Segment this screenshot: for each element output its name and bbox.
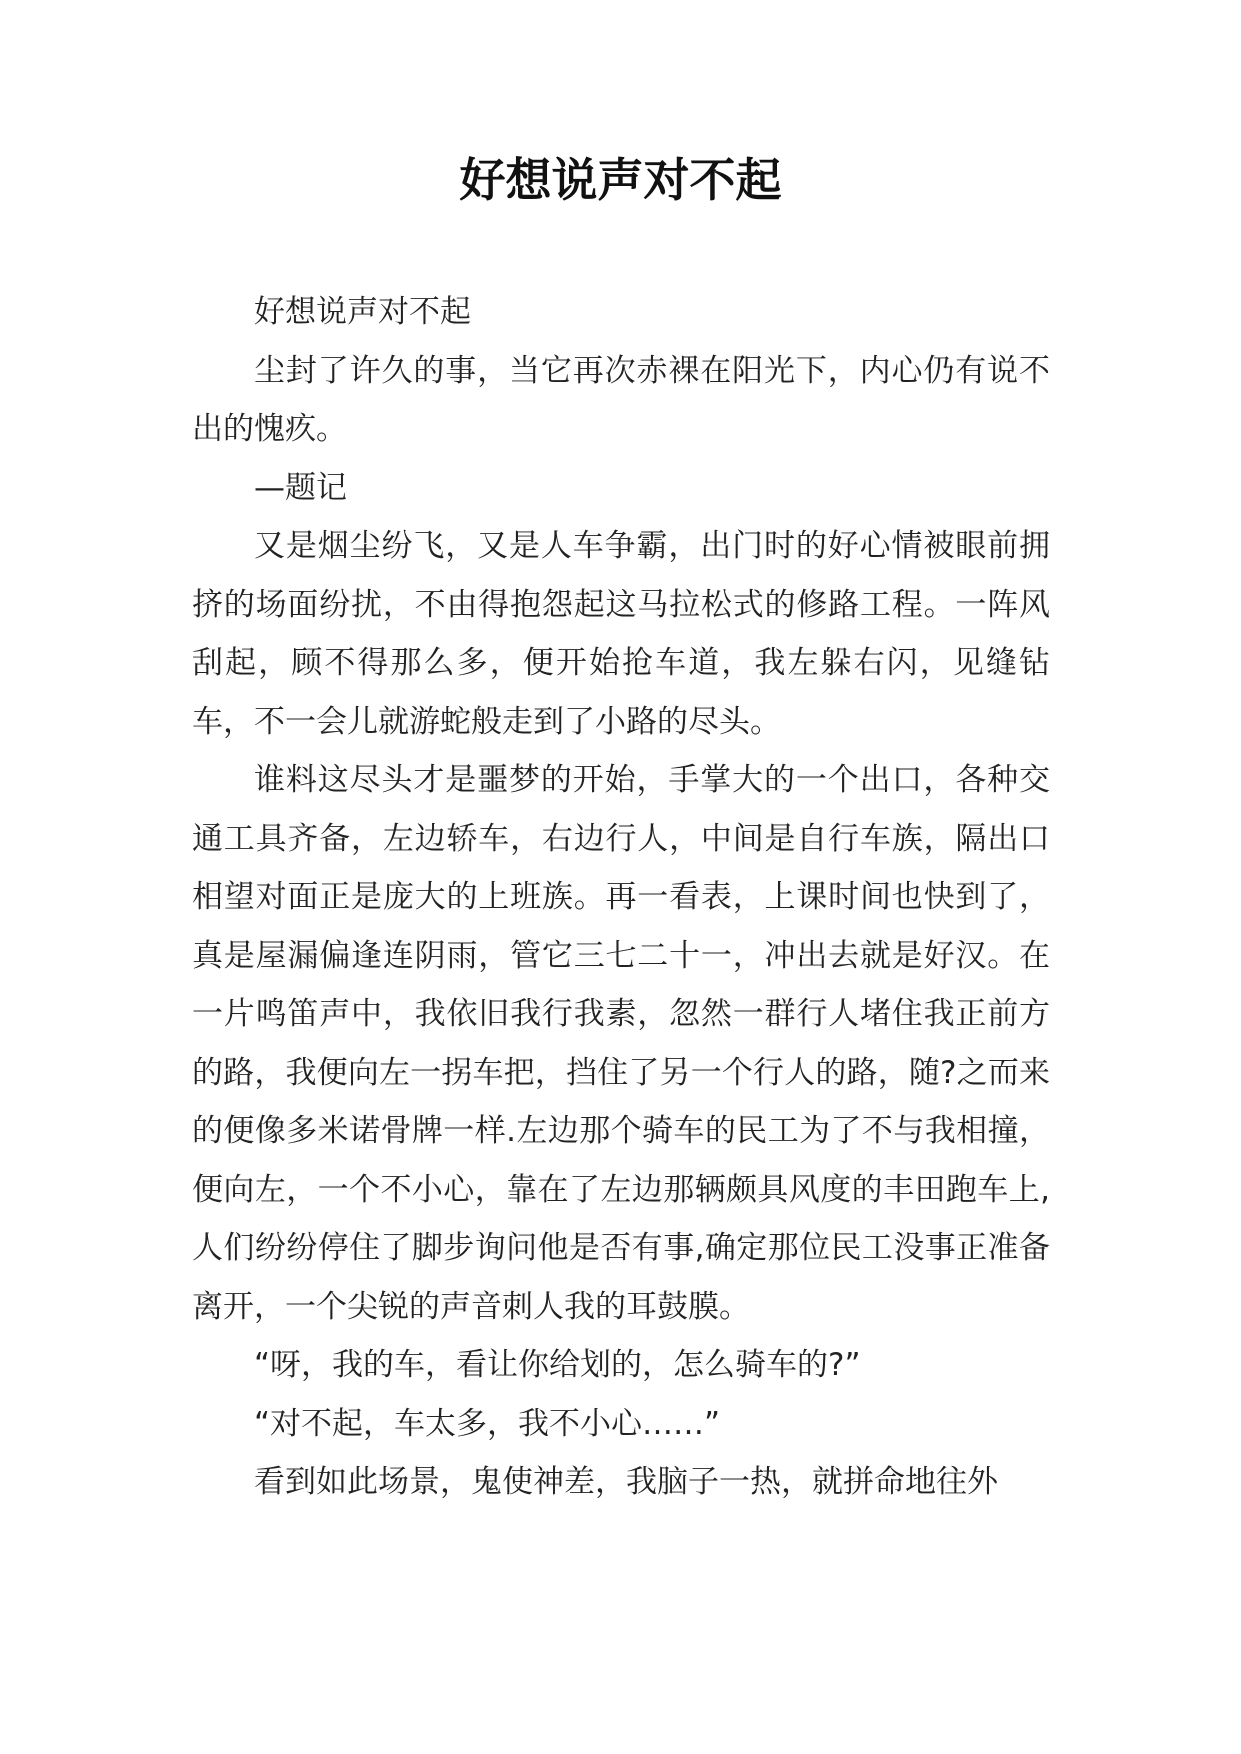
paragraph: 看到如此场景，鬼使神差，我脑子一热，就拼命地往外 [254,1464,998,1500]
paragraph-heading: 好想说声对不起 [254,294,471,330]
paragraph-dialogue: “对不起，车太多，我不小心……” [254,1405,721,1442]
paragraph-epigraph: 尘封了许久的事，当它再次赤裸在阳光下，内心仍有说不出的愧疚。 [192,352,1050,447]
paragraph: 谁料这尽头才是噩梦的开始，手掌大的一个出口，各种交通工具齐备，左边轿车，右边行人，中间是自行车族，隔出口相望对面正是庞大的上班族。再一看表，上课时间也快到了，真是屋漏偏逢连阴雨，管它三七二十一，冲出去就是好汉。在一片鸣笛声中，我依旧我行我素，忽然一群行人堵住我正前方的路，我便向左一拐车把，挡住了另一个行人的路，随?之而来的便像多米诺骨牌一样.左边那个骑车的民工为了不与我相撞，便向左，一个不小心，靠在了左边那辆颇具风度的丰田跑车上,人们纷纷停住了脚步询问他是否有事,确定那位民工没事正准备离开，一个尖锐的声音刺人我的耳鼓膜。 [192,762,1050,1325]
document-title: 好想说声对不起 [459,153,782,207]
paragraph-epigraph-attribution: —题记 [254,469,347,506]
paragraph-dialogue: “呀，我的车，看让你给划的，怎么骑车的?” [254,1347,861,1383]
document-body [192,283,1050,1512]
paragraph: 又是烟尘纷飞，又是人车争霸，出门时的好心情被眼前拥挤的场面纷扰，不由得抱怨起这马拉松式的修路工程。一阵风刮起，顾不得那么多，便开始抢车道，我左躲右闪，见缝钻车，不一会儿就游蛇般走到了小路的尽头。 [192,528,1050,740]
